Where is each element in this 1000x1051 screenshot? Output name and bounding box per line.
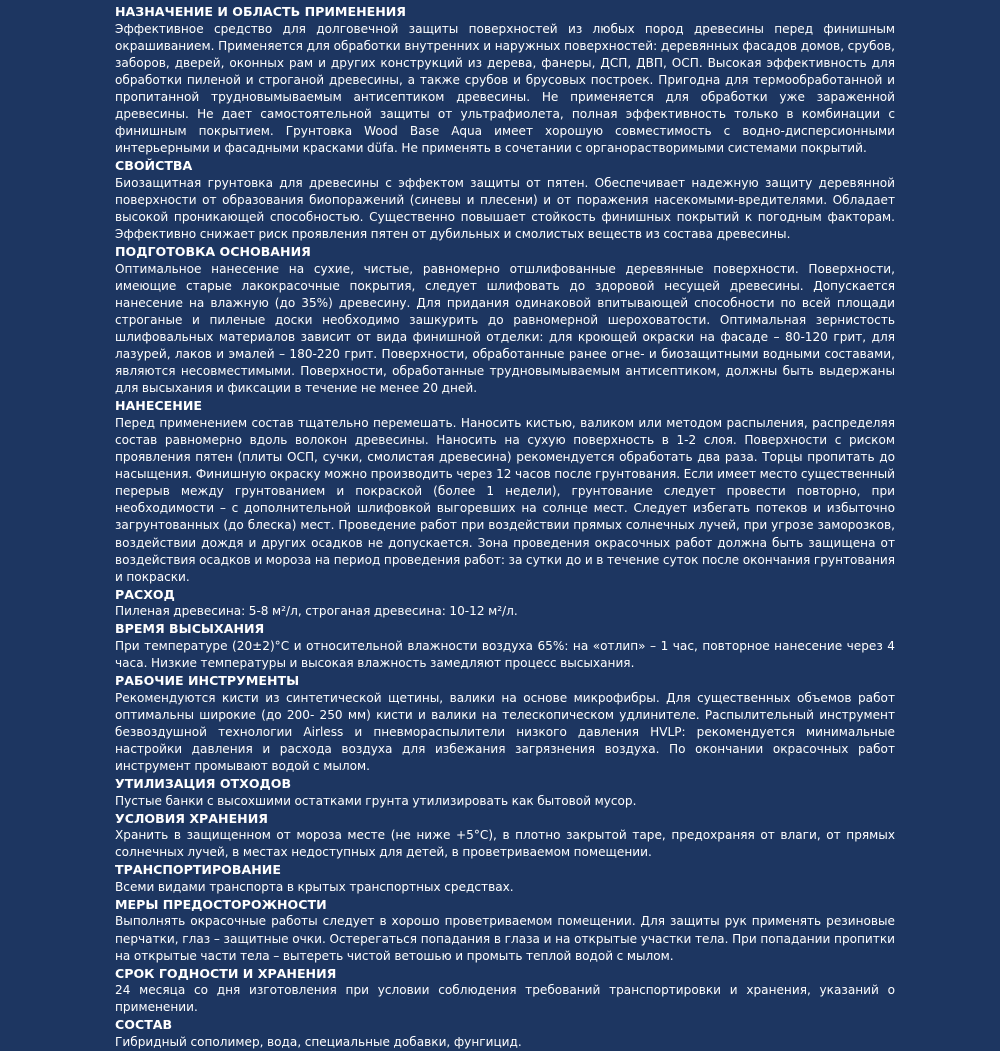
section-title: ВРЕМЯ ВЫСЫХАНИЯ	[115, 621, 265, 637]
section-precautions	[115, 896, 895, 965]
section-purpose	[115, 3, 895, 157]
section-text: 24 месяца со дня изготовления при условии соблюдения требований транспортировки и хранения, указаний о применении.	[115, 983, 895, 1015]
section-text: Хранить в защищенном от мороза месте (не ниже +5°С), в плотно закрытой таре, предохраняя от влаги, от прямых солнечных лучей, в местах недоступных для детей, в проветриваемом помещении.	[115, 828, 895, 860]
section-waste-disposal	[115, 775, 895, 810]
section-title: РАБОЧИЕ ИНСТРУМЕНТЫ	[115, 673, 300, 689]
section-title: СРОК ГОДНОСТИ И ХРАНЕНИЯ	[115, 965, 337, 981]
section-title: НАЗНАЧЕНИЕ И ОБЛАСТЬ ПРИМЕНЕНИЯ	[115, 4, 406, 19]
section-text: Эффективное средство для долговечной защиты поверхностей из любых пород древесины перед финишным окрашиванием. Применяется для обработки внутренних и наружных поверхностей: деревянных фасадов домов, срубов, заборов, дверей, оконных рам и других конструкций из дерева, фанеры, ДСП, ДВП, ОСП. Высокая эффективность для обработки пиленой и строганой древесины, а также срубов и брусовых построек. Пригодна для термообработанной и пропитанной трудновымываемым антисептиком древесины. Не применяется для обработки уже зараженной древесины. Не дает самостоятельной защиты от ультрафиолета, полная эффективность только в комбинации с финишным покрытием. Грунтовка Wood Base Aqua имеет хорошую совместимость с водно-дисперсионными интерьерными и фасадными красками düfa. Не применять в сочетании с органорастворимыми системами покрытий.	[115, 21, 895, 156]
product-description-sheet	[115, 3, 895, 1051]
section-text: Выполнять окрасочные работы следует в хорошо проветриваемом помещении. Для защиты рук применять резиновые перчатки, глаз – защитные очки. Остерегаться попадания в глаза и на открытые участки тела. При попадании пропитки на открытые части тела – вытереть чистой ветошью и промыть теплой водой с мылом.	[115, 914, 895, 963]
section-text: Пустые банки с высохшими остатками грунта утилизировать как бытовой мусор.	[115, 793, 637, 808]
section-title: ТРАНСПОРТИРОВАНИЕ	[115, 862, 281, 878]
section-title: ПОДГОТОВКА ОСНОВАНИЯ	[115, 244, 311, 260]
section-tools	[115, 672, 895, 775]
section-title: РАСХОД	[115, 586, 175, 602]
section-application	[115, 397, 895, 585]
section-title: УСЛОВИЯ ХРАНЕНИЯ	[115, 810, 268, 826]
section-title: СОСТАВ	[115, 1017, 173, 1033]
section-title: НАНЕСЕНИЕ	[115, 398, 202, 414]
section-drying-time	[115, 620, 895, 672]
section-text: Всеми видами транспорта в крытых транспортных средствах.	[115, 879, 514, 894]
section-text: Пиленая древесина: 5-8 м²/л, строганая древесина: 10-12 м²/л.	[115, 604, 518, 619]
section-text: При температуре (20±2)°С и относительной влажности воздуха 65%: на «отлип» – 1 час, повторное нанесение через 4 часа. Низкие температуры и высокая влажность замедляют процесс высыхания.	[115, 638, 895, 670]
section-surface-preparation	[115, 243, 895, 397]
section-text: Биозащитная грунтовка для древесины с эффектом защиты от пятен. Обеспечивает надежную защиту деревянной поверхности от образования биопоражений (синевы и плесени) и от поражения насекомыми-вредителями. Обладает высокой проникающей способностью. Существенно повышает стойкость финишных покрытий к погодным факторам. Эффективно снижает риск проявления пятен от дубильных и смолистых веществ из состава древесины.	[115, 175, 895, 242]
section-storage-conditions	[115, 810, 895, 862]
section-consumption	[115, 586, 895, 621]
section-properties	[115, 157, 895, 243]
section-composition	[115, 1016, 895, 1051]
section-title: МЕРЫ ПРЕДОСТОРОЖНОСТИ	[115, 896, 327, 912]
section-text: Рекомендуются кисти из синтетической щетины, валики на основе микрофибры. Для существенных объемов работ оптимальны широкие (до 200- 250 мм) кисти и валики на телескопическом удлинителе. Распылительный инструмент безвоздушной технологии Airless и пневмораспылители низкого давления HVLP: рекомендуется минимальные настройки давления и расхода воздуха для избежания загрязнения воздуха. По окончании окрасочных работ инструмент промывают водой с мылом.	[115, 690, 895, 773]
section-text: Гибридный сополимер, вода, специальные добавки, фунгицид.	[115, 1034, 522, 1049]
section-text: Перед применением состав тщательно перемешать. Наносить кистью, валиком или методом распыления, распределяя состав равномерно вдоль волокон древесины. Наносить на сухую поверхность в 1-2 слоя. Поверхности с риском проявления пятен (плиты ОСП, сучки, смолистая древесина) рекомендуется обработать два раза. Торцы пропитать до насыщения. Финишную окраску можно производить через 12 часов после грунтования. Если имеет место существенный перерыв между грунтованием и покраской (более 1 недели), грунтование следует провести повторно, при необходимости – с дополнительной шлифовкой выгоревших на солнце мест. Следует избегать потеков и избыточно загрунтованных (до блеска) мест. Проведение работ при воздействии прямых солнечных лучей, при угрозе заморозков, воздействии дождя и других осадков не допускается. Зона проведения окрасочных работ должна быть защищена от воздействия осадков и мороза на период проведения работ: за сутки до и в течение суток после окончания грунтования и покраски.	[115, 415, 895, 584]
section-title: УТИЛИЗАЦИЯ ОТХОДОВ	[115, 776, 292, 792]
section-shelf-life	[115, 965, 895, 1017]
section-text: Оптимальное нанесение на сухие, чистые, равномерно отшлифованные деревянные поверхности. Поверхности, имеющие старые лакокрасочные покрытия, следует шлифовать до здоровой несущей древесины. Допускается нанесение на влажную (до 35%) древесину. Для придания одинаковой впитывающей способности по всей площади строганые и пиленые доски необходимо зашкурить до равномерной шероховатости. Оптимальная зернистость шлифовальных материалов зависит от вида финишной отделки: для кроющей окраски на фасаде – 80-120 грит, для лазурей, лаков и эмалей – 180-220 грит. Поверхности, обработанные ранее огне- и биозащитными водными составами, являются несовместимыми. Поверхности, обработанные трудновымываемым антисептиком, должны быть выдержаны для высыхания и фиксации в течение не менее 20 дней.	[115, 261, 895, 396]
section-title: СВОЙСТВА	[115, 158, 193, 174]
section-transportation	[115, 861, 895, 896]
